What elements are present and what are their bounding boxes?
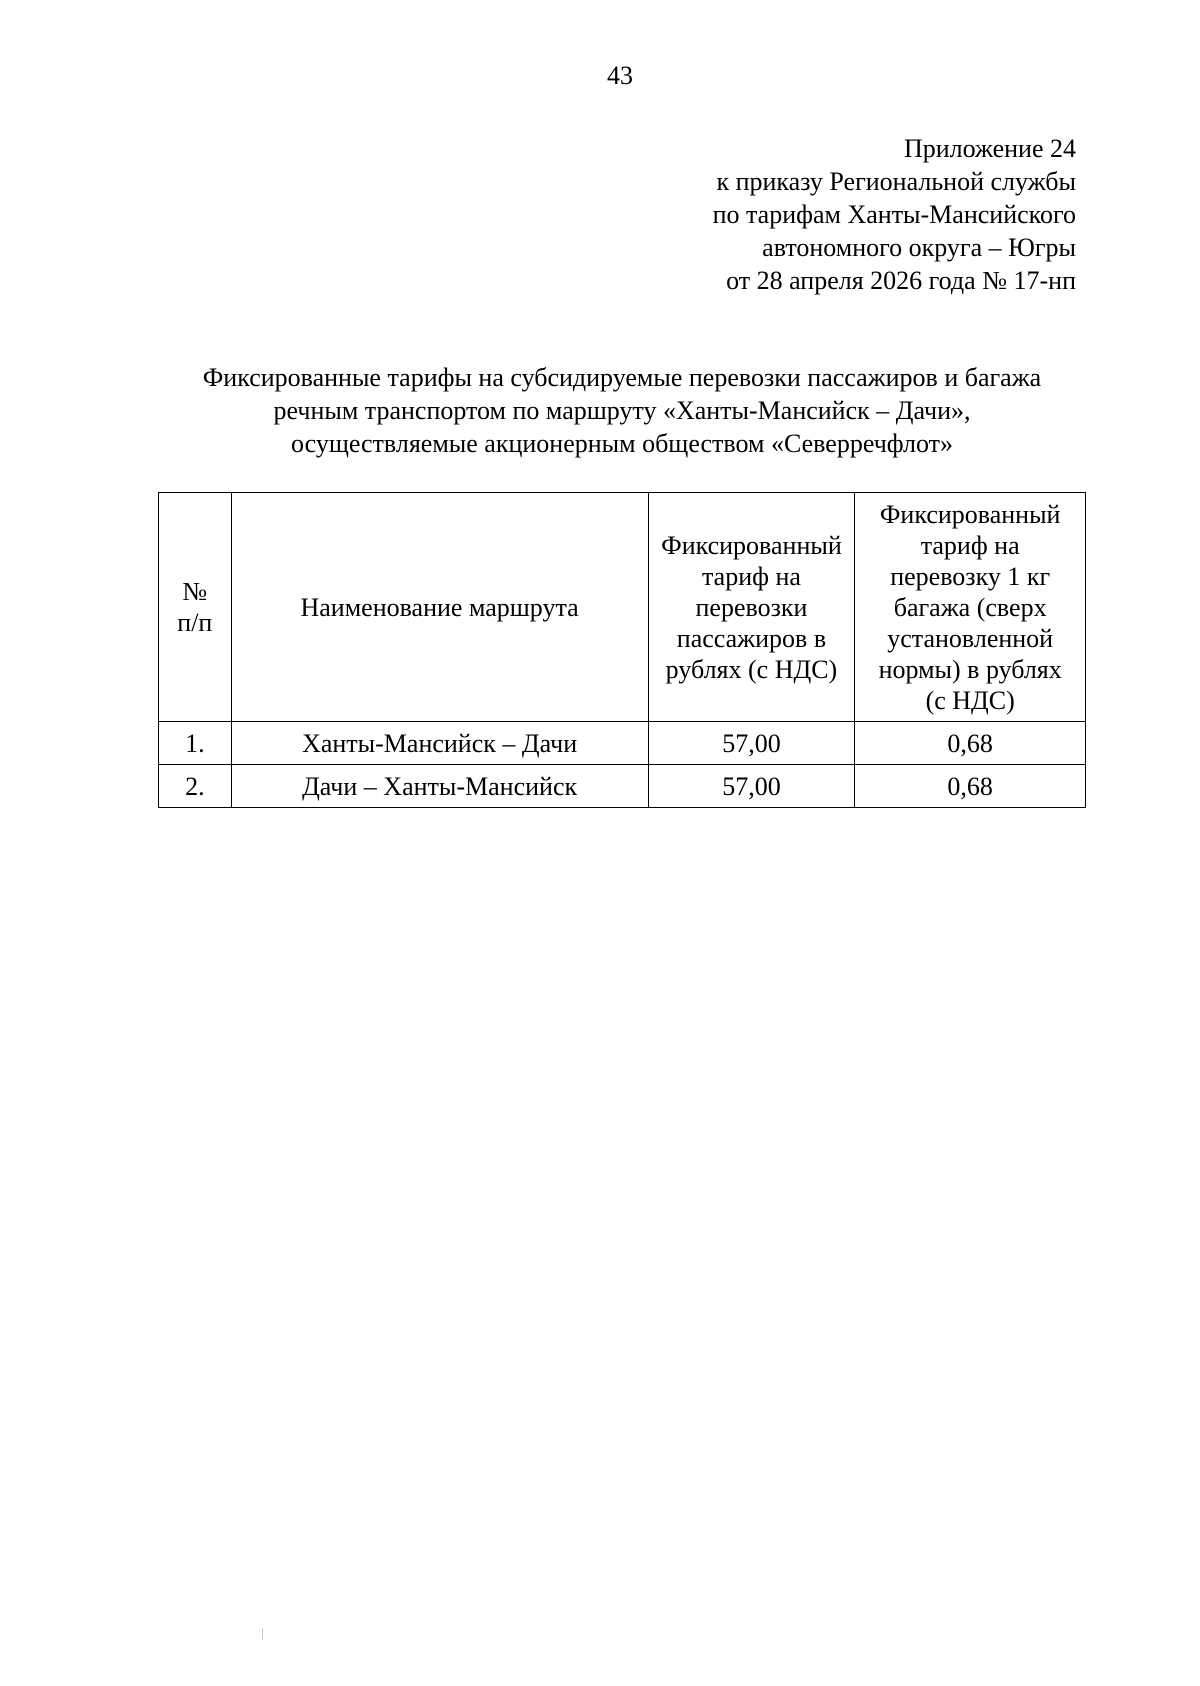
appendix-block [713,132,1076,297]
cell-passenger-tariff: 57,00 [648,765,855,808]
cell-number: 1. [159,722,232,765]
scan-mark [262,1628,263,1640]
title-line: осуществляемые акционерным обществом «Северречфлот» [290,429,954,458]
cell-route: Ханты-Мансийск – Дачи [231,722,648,765]
table-row [159,722,1086,765]
cell-passenger-tariff: 57,00 [648,722,855,765]
header-number: № п/п [159,493,232,722]
table-header-row [159,493,1086,722]
title-line: речным транспортом по маршруту «Ханты-Мансийск – Дачи», [273,396,971,425]
appendix-line: от 28 апреля 2026 года № 17-нп [726,266,1076,295]
appendix-line: автономного округа – Югры [762,233,1076,262]
header-baggage-tariff: Фиксированный тариф на перевозку 1 кг багажа (сверх установленной нормы) в рублях (с НДС) [855,493,1086,722]
cell-number: 2. [159,765,232,808]
cell-baggage-tariff: 0,68 [855,722,1086,765]
tariffs-table [158,492,1086,808]
appendix-line: по тарифам Ханты-Мансийского [712,200,1076,229]
table-row [159,765,1086,808]
appendix-line: к приказу Региональной службы [716,167,1076,196]
header-passenger-tariff: Фиксированный тариф на перевозки пассажиров в рублях (с НДС) [648,493,855,722]
document-title [158,361,1086,460]
appendix-line: Приложение 24 [903,134,1076,163]
cell-route: Дачи – Ханты-Мансийск [231,765,648,808]
title-line: Фиксированные тарифы на субсидируемые перевозки пассажиров и багажа [202,363,1042,392]
cell-baggage-tariff: 0,68 [855,765,1086,808]
page-number: 43 [607,61,633,90]
header-route: Наименование маршрута [231,493,648,722]
